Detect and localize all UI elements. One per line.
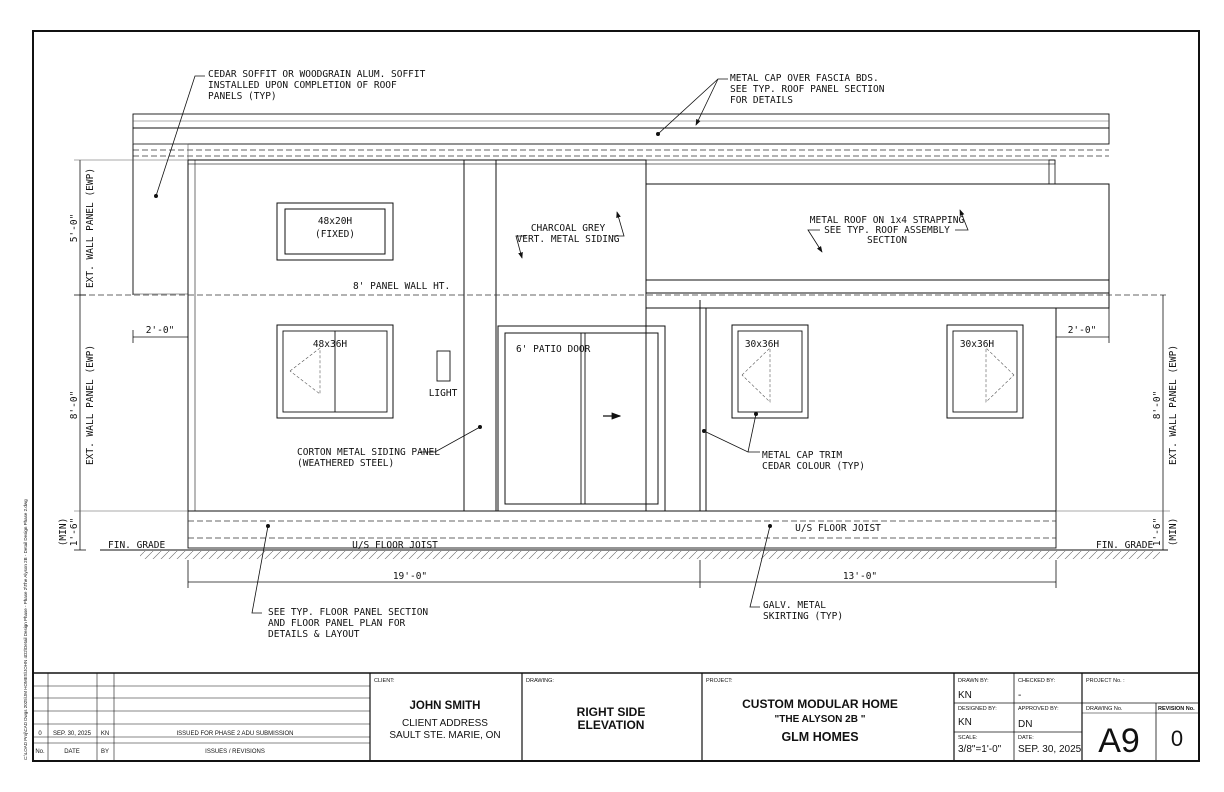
floor-section-note-2: AND FLOOR PANEL PLAN FOR — [268, 618, 406, 629]
date-value: SEP. 30, 2025 — [1018, 744, 1082, 755]
revision-0-desc: ISSUED FOR PHASE 2 ADU SUBMISSION — [176, 731, 294, 737]
soffit-note-2: INSTALLED UPON COMPLETION OF ROOF — [208, 80, 397, 91]
scale-value: 3/8"=1'-0" — [958, 744, 1002, 755]
scale-label: SCALE: — [958, 735, 978, 741]
sheet-border — [33, 31, 1199, 761]
cap-trim-note-1: METAL CAP TRIM — [762, 450, 843, 461]
approved-by-value: DN — [1018, 719, 1033, 730]
client-address: CLIENT ADDRESS — [402, 718, 488, 729]
wall-left — [188, 160, 646, 511]
drawing-no-label: DRAWING No. — [1086, 706, 1123, 712]
dim-left-top: 5'-0" — [69, 213, 80, 243]
project-subtitle: "THE ALYSON 2B " — [774, 714, 866, 725]
designed-by-label: DESIGNED BY: — [958, 706, 997, 712]
floor-joist-right-label: U/S FLOOR JOIST — [795, 523, 881, 534]
revision-0-by: KN — [100, 731, 110, 737]
dim-right-bottom: 1'-6" — [1152, 517, 1163, 547]
revision-0-no: 0 — [38, 731, 42, 737]
fin-grade-right-label: FIN. GRADE — [1096, 540, 1154, 551]
revision-0-date: SEP. 30, 2025 — [53, 731, 91, 737]
dim-right-mid: 8'-0" — [1152, 390, 1163, 420]
client-label: CLIENT: — [374, 678, 395, 684]
client-city: SAULT STE. MARIE, ON — [389, 730, 501, 741]
designed-by-value: KN — [958, 717, 972, 728]
dim-left-mid: 8'-0" — [69, 390, 80, 420]
revision-header-by: BY — [100, 749, 110, 755]
patio-door-label: 6' PATIO DOOR — [516, 344, 591, 355]
date-label: DATE: — [1018, 735, 1034, 741]
drawn-by-label: DRAWN BY: — [958, 678, 989, 684]
project-title: CUSTOM MODULAR HOME — [742, 697, 898, 711]
skirting-note-1: GALV. METAL — [763, 600, 826, 611]
window-fixed-size: 48x20H — [317, 216, 353, 227]
light-fixture — [437, 351, 450, 381]
skirting — [188, 511, 1056, 548]
metal-roof-note-3: SECTION — [866, 235, 908, 246]
revision-header-no: No. — [35, 749, 45, 755]
dim-width-right: 13'-0" — [842, 571, 878, 582]
file-path-text: C:\LOAD Proj\CAD Dwgs 2025\JM HOMES\JOHN 4D2\Detail Design Phase - Phase 2\The Alyson 2B - Detail Design Phase 2.dwg — [23, 499, 28, 760]
project-company: GLM HOMES — [781, 730, 859, 744]
dim-overhang-right: 2'-0" — [1067, 325, 1097, 336]
metal-cap-note-2: SEE TYP. ROOF PANEL SECTION — [730, 84, 885, 95]
revision-header-date: DATE — [64, 749, 80, 755]
metal-cap-note-3: FOR DETAILS — [730, 95, 793, 106]
corton-note-2: (WEATHERED STEEL) — [297, 458, 395, 469]
drawing-title-2: ELEVATION — [577, 718, 645, 732]
revision-number: 0 — [1170, 726, 1184, 751]
metal-cap-note-1: METAL CAP OVER FASCIA BDS. — [730, 73, 879, 84]
revision-header-desc: ISSUES / REVISIONS — [205, 749, 265, 755]
window-30x36-b-label: 30x36H — [959, 339, 995, 350]
dim-overhang-left: 2'-0" — [145, 325, 175, 336]
wall-right — [646, 300, 1056, 511]
drawing-label: DRAWING: — [526, 678, 554, 684]
metal-roof-note-2: SEE TYP. ROOF ASSEMBLY — [824, 225, 950, 236]
width-dimensions — [188, 560, 1056, 588]
light-label: LIGHT — [428, 388, 458, 399]
floor-section-note-1: SEE TYP. FLOOR PANEL SECTION — [268, 607, 429, 618]
window-30x36-a-label: 30x36H — [744, 339, 780, 350]
dim-left-bottom-label: (MIN) — [58, 517, 69, 547]
project-label: PROJECT: — [706, 678, 733, 684]
drawing-number: A9 — [1098, 722, 1140, 760]
project-no-label: PROJECT No. : — [1086, 678, 1125, 684]
skirting-note-2: SKIRTING (TYP) — [763, 611, 844, 622]
dim-left-mid-label: EXT. WALL PANEL (EWP) — [85, 344, 96, 466]
dim-left-bottom: 1'-6" — [69, 517, 80, 547]
window-48x36-label: 48x36H — [312, 339, 348, 350]
checked-by-label: CHECKED BY: — [1018, 678, 1055, 684]
roof-fascia — [133, 114, 1109, 295]
panel-wall-height-label: 8' PANEL WALL HT. — [353, 281, 451, 292]
finished-grade — [100, 550, 1168, 559]
dim-width-left: 19'-0" — [392, 571, 428, 582]
dim-left-top-label: EXT. WALL PANEL (EWP) — [85, 167, 96, 289]
cap-trim-note-2: CEDAR COLOUR (TYP) — [762, 461, 865, 472]
drawn-by-value: KN — [958, 690, 972, 701]
floor-section-note-3: DETAILS & LAYOUT — [268, 629, 360, 640]
revision-no-label: REVISION No. — [1158, 706, 1195, 712]
dim-right-mid-label: EXT. WALL PANEL (EWP) — [1168, 344, 1179, 466]
metal-roof-note-1: METAL ROOF ON 1x4 STRAPPING — [809, 215, 965, 226]
charcoal-note-1: CHARCOAL GREY — [530, 223, 606, 234]
approved-by-label: APPROVED BY: — [1018, 706, 1059, 712]
charcoal-note-2: VERT. METAL SIDING — [516, 234, 620, 245]
checked-by-value: - — [1018, 690, 1022, 701]
soffit-note-3: PANELS (TYP) — [208, 91, 277, 102]
corton-note-1: CORTON METAL SIDING PANEL — [297, 447, 440, 458]
soffit-note-1: CEDAR SOFFIT OR WOODGRAIN ALUM. SOFFIT — [208, 69, 426, 80]
floor-joist-left-label: U/S FLOOR JOIST — [352, 540, 438, 551]
window-fixed-type: (FIXED) — [314, 229, 356, 240]
client-name: JOHN SMITH — [409, 700, 481, 712]
dim-right-bottom-label: (MIN) — [1168, 517, 1179, 547]
drawing-title-1: RIGHT SIDE — [576, 705, 646, 719]
fin-grade-left-label: FIN. GRADE — [108, 540, 166, 551]
